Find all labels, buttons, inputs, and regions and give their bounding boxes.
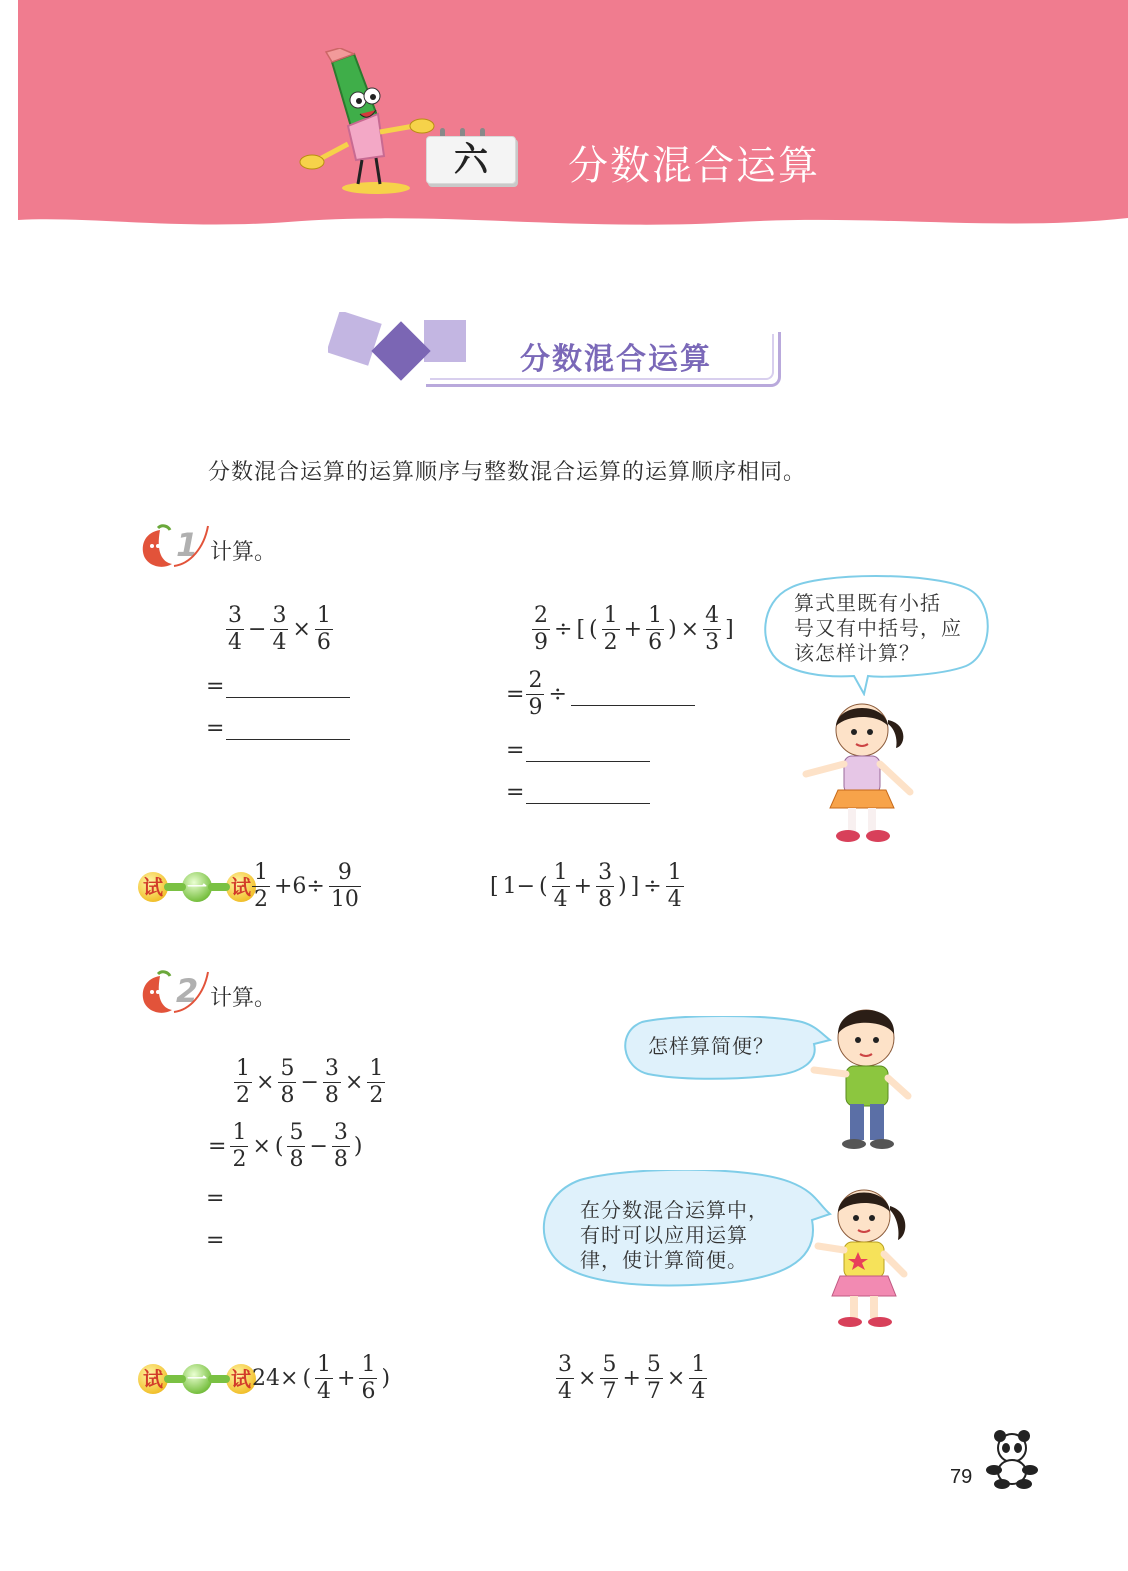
numerator: 5 xyxy=(646,1352,661,1377)
equals-sign: = xyxy=(506,780,525,805)
bracket: ] xyxy=(630,874,640,899)
equals-sign: = xyxy=(206,716,225,741)
operator: ÷ xyxy=(554,617,573,642)
numerator: 1 xyxy=(553,860,568,885)
ex1-right-step[interactable] xyxy=(506,738,650,763)
numerator: 1 xyxy=(317,1352,332,1377)
numerator: 1 xyxy=(369,1056,384,1081)
bracket: ( xyxy=(302,1366,312,1391)
bracket: ] xyxy=(725,617,734,642)
chapter-title: 分数混合运算 xyxy=(568,143,820,189)
try2-expression-a xyxy=(250,1352,392,1405)
denominator: 6 xyxy=(316,630,331,655)
try-badge-dash xyxy=(208,1375,230,1383)
numerator: 1 xyxy=(236,1056,250,1081)
fraction xyxy=(556,1352,574,1405)
operator: × xyxy=(256,1070,275,1095)
denominator: 6 xyxy=(648,630,663,655)
denominator: 2 xyxy=(603,630,618,655)
section-title: 分数混合运算 xyxy=(520,342,712,377)
operator: − xyxy=(309,1134,328,1159)
numerator: 5 xyxy=(280,1056,295,1081)
numerator: 3 xyxy=(558,1352,572,1377)
operator: 1− xyxy=(502,874,536,899)
numerator: 1 xyxy=(254,860,268,885)
chapter-number-card: 六 xyxy=(426,136,516,184)
bubble-text-line: 号又有中括号，应 xyxy=(794,616,962,640)
fraction xyxy=(666,860,684,913)
denominator: 2 xyxy=(236,1083,250,1108)
fraction xyxy=(703,603,721,656)
numerator: 5 xyxy=(289,1120,304,1145)
numerator: 1 xyxy=(603,603,618,628)
equals-sign: = xyxy=(506,738,525,763)
bubble-text-line: 该怎样计算？ xyxy=(794,641,920,665)
ex2-step-blank[interactable] xyxy=(206,1186,224,1211)
fraction xyxy=(315,1352,333,1405)
operator: + xyxy=(337,1366,356,1391)
fraction xyxy=(367,1056,385,1109)
fraction xyxy=(526,668,544,721)
example-swoosh-icon xyxy=(170,970,212,1016)
try1-expression-a xyxy=(250,860,363,913)
equals-sign: = xyxy=(206,674,225,699)
fraction xyxy=(270,603,288,656)
example-label: 计算。 xyxy=(210,540,277,565)
denominator: 8 xyxy=(324,1083,339,1108)
denominator: 4 xyxy=(553,887,568,912)
answer-blank[interactable] xyxy=(226,717,350,740)
denominator: 7 xyxy=(646,1379,661,1404)
fraction xyxy=(315,603,333,656)
ex2-step-blank[interactable] xyxy=(206,1228,224,1253)
fraction xyxy=(602,603,620,656)
operator: + xyxy=(573,874,593,899)
bubble-text: 怎样算简便？ xyxy=(648,1034,774,1058)
answer-blank[interactable] xyxy=(526,739,650,762)
operator: × xyxy=(292,617,311,642)
fraction xyxy=(278,1056,296,1109)
operator: + xyxy=(622,1366,641,1391)
denominator: 4 xyxy=(667,887,682,912)
ex2-step xyxy=(206,1120,365,1173)
fraction xyxy=(532,603,550,656)
fraction xyxy=(359,1352,377,1405)
fraction xyxy=(600,1352,618,1405)
denominator: 8 xyxy=(333,1147,348,1172)
numerator: 4 xyxy=(705,603,720,628)
try2-expression-b xyxy=(554,1352,709,1405)
ex1-left-expression xyxy=(224,603,335,656)
denominator: 9 xyxy=(534,630,548,655)
try-badge-char: 试 xyxy=(226,1364,256,1394)
girl-character-icon xyxy=(810,1180,918,1332)
fraction xyxy=(230,1120,248,1173)
operator: 24× xyxy=(252,1366,299,1391)
numerator: 5 xyxy=(602,1352,617,1377)
numerator: 9 xyxy=(337,860,352,885)
example-swoosh-icon xyxy=(170,524,212,570)
bracket: ) xyxy=(381,1366,391,1391)
answer-blank[interactable] xyxy=(571,683,695,706)
fraction xyxy=(689,1352,707,1405)
denominator: 9 xyxy=(528,695,543,720)
try-it-badge xyxy=(138,872,256,902)
try-badge-char: 试 xyxy=(226,872,256,902)
bracket: [ xyxy=(576,617,586,642)
numerator: 2 xyxy=(528,668,543,693)
numerator: 1 xyxy=(316,603,331,628)
example-number: 1 xyxy=(176,526,199,564)
operator: × xyxy=(252,1134,271,1159)
numerator: 3 xyxy=(228,603,242,628)
operator: − xyxy=(300,1070,319,1095)
numerator: 3 xyxy=(272,603,287,628)
bracket: ) xyxy=(618,874,627,899)
example-number: 2 xyxy=(176,972,199,1010)
bracket: ( xyxy=(274,1134,284,1159)
denominator: 8 xyxy=(289,1147,304,1172)
try-badge-dash xyxy=(164,1375,186,1383)
page-number: 79 xyxy=(950,1466,973,1488)
operator: × xyxy=(666,1366,686,1391)
fraction xyxy=(332,1120,350,1173)
fraction xyxy=(234,1056,252,1109)
pencil-mascot-icon xyxy=(296,48,446,198)
ex1-left-step[interactable] xyxy=(206,674,350,699)
operator: × xyxy=(680,617,700,642)
operator: ÷ xyxy=(643,874,662,899)
operator: + xyxy=(623,617,643,642)
try-badge-char: 试 xyxy=(138,1364,168,1394)
denominator: 7 xyxy=(602,1379,617,1404)
numerator: 1 xyxy=(648,603,663,628)
try-it-badge xyxy=(138,1364,256,1394)
operator: × xyxy=(578,1366,597,1391)
fraction xyxy=(646,603,664,656)
denominator: 8 xyxy=(280,1083,295,1108)
answer-blank[interactable] xyxy=(526,781,650,804)
intro-text: 分数混合运算的运算顺序与整数混合运算的运算顺序相同。 xyxy=(208,460,807,485)
denominator: 2 xyxy=(232,1147,247,1172)
numerator: 2 xyxy=(534,603,548,628)
try-badge-char: 一 xyxy=(182,872,212,902)
operator: ÷ xyxy=(548,682,567,707)
denominator: 4 xyxy=(317,1379,332,1404)
equals-sign: = xyxy=(206,1186,225,1211)
denominator: 8 xyxy=(598,887,613,912)
denominator: 2 xyxy=(254,887,268,912)
numerator: 3 xyxy=(324,1056,339,1081)
equals-sign: = xyxy=(208,1134,227,1159)
denominator: 4 xyxy=(272,630,287,655)
fraction xyxy=(552,860,570,913)
denominator: 10 xyxy=(330,887,359,912)
ex1-left-step[interactable] xyxy=(206,716,350,741)
bracket: ( xyxy=(539,874,548,899)
fraction xyxy=(287,1120,305,1173)
answer-blank[interactable] xyxy=(226,675,350,698)
operator: × xyxy=(344,1070,364,1095)
bracket: ) xyxy=(668,617,677,642)
denominator: 6 xyxy=(361,1379,376,1404)
denominator: 4 xyxy=(691,1379,706,1404)
numerator: 1 xyxy=(691,1352,706,1377)
fraction xyxy=(596,860,614,913)
try-badge-dash xyxy=(208,883,230,891)
bubble-text-line: 算式里既有小括 xyxy=(794,591,941,615)
numerator: 1 xyxy=(232,1120,247,1145)
fraction xyxy=(329,860,361,913)
equals-sign: = xyxy=(206,1228,225,1253)
operator: +6÷ xyxy=(274,874,325,899)
boy-character-icon xyxy=(804,1000,920,1152)
numerator: 1 xyxy=(361,1352,376,1377)
bracket: ( xyxy=(589,617,598,642)
denominator: 4 xyxy=(228,630,242,655)
fraction xyxy=(645,1352,663,1405)
bracket: [ xyxy=(490,874,499,899)
ex1-right-step[interactable] xyxy=(506,780,650,805)
bubble-text-line: 有时可以应用运算 xyxy=(580,1223,748,1247)
fraction xyxy=(323,1056,341,1109)
example-label: 计算。 xyxy=(210,986,277,1011)
panda-icon xyxy=(984,1430,1040,1490)
ex1-right-expression xyxy=(530,603,736,656)
bracket: ) xyxy=(353,1134,363,1159)
equals-sign: = xyxy=(506,682,525,707)
fraction xyxy=(252,860,270,913)
numerator: 3 xyxy=(598,860,613,885)
try-badge-dash xyxy=(164,883,186,891)
bubble-text-line: 律，使计算简便。 xyxy=(580,1248,748,1272)
bubble-text-line: 在分数混合运算中， xyxy=(580,1198,769,1222)
denominator: 4 xyxy=(558,1379,572,1404)
numerator: 1 xyxy=(667,860,682,885)
try-badge-char: 一 xyxy=(182,1364,212,1394)
fraction xyxy=(226,603,244,656)
ex1-right-step[interactable] xyxy=(506,668,695,721)
denominator: 2 xyxy=(369,1083,384,1108)
numerator: 3 xyxy=(333,1120,348,1145)
girl-character-icon xyxy=(802,698,922,848)
try1-expression-b xyxy=(488,860,686,913)
operator: − xyxy=(248,617,267,642)
ex2-expression xyxy=(232,1056,387,1109)
try-badge-char: 试 xyxy=(138,872,168,902)
denominator: 3 xyxy=(705,630,720,655)
chapter-header-band xyxy=(18,0,1128,235)
